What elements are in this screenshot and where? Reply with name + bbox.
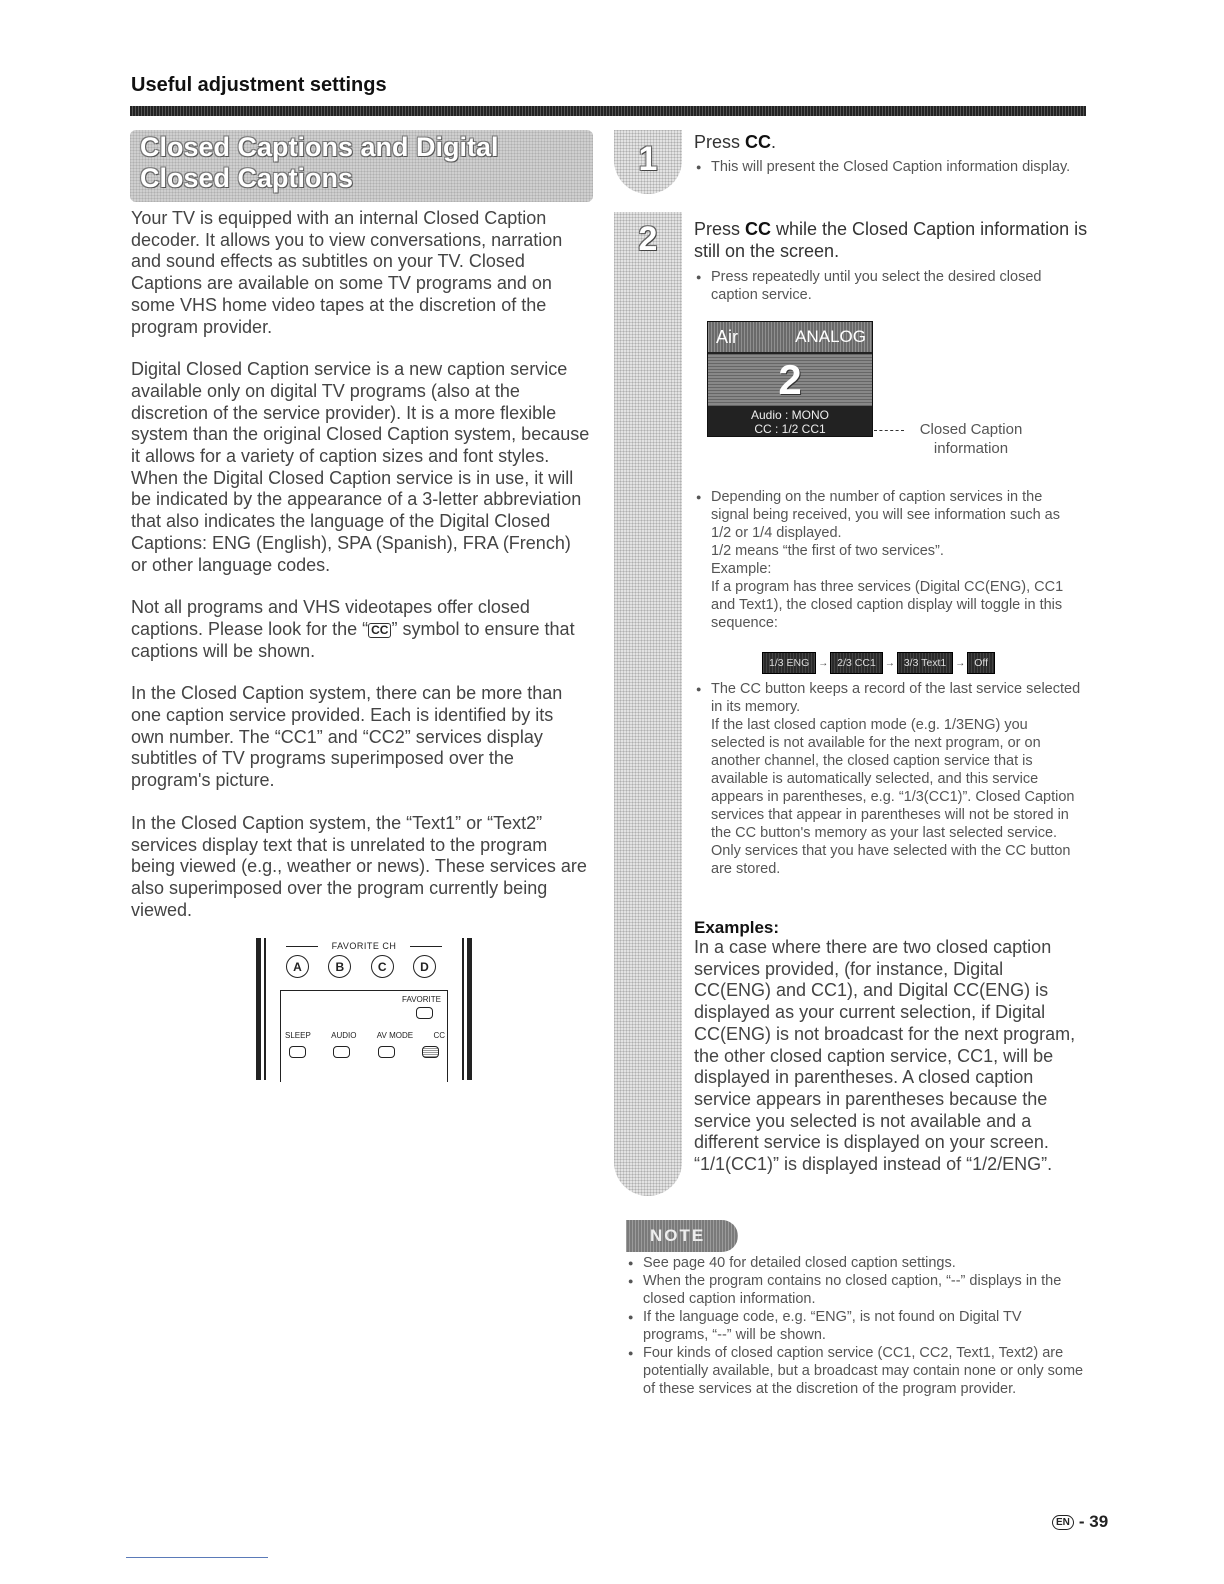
examples-heading: Examples: [694, 918, 780, 937]
page-number [1052, 1512, 1108, 1532]
avmode-label: AV MODE [376, 1031, 414, 1040]
page-number-text: - 39 [1078, 1512, 1109, 1531]
step1-key: CC [745, 132, 772, 152]
half-meaning: 1/2 means “the first of two services”. [711, 543, 944, 559]
cc-sequence [762, 652, 995, 674]
favorite-button[interactable] [416, 1007, 433, 1019]
step2-bullet: ● Press repeatedly until you select the desired closed caption service. [694, 268, 1084, 304]
note-item: ● See page 40 for detailed closed caption settings. [626, 1254, 1086, 1272]
step2-rest: while the Closed Caption information is still on the screen. [694, 219, 1088, 261]
footer-line [126, 1557, 268, 1558]
seq-item-4: Off [967, 652, 995, 674]
sleep-label: SLEEP [285, 1031, 311, 1040]
step2-bullets [694, 268, 1084, 306]
seq-item-1: 1/3 ENG [762, 652, 816, 674]
remote-button-labels [285, 1031, 445, 1040]
intro-paragraph: Your TV is equipped with an internal Closed Caption decoder. It allows you to view conversations, narration and sound effects as subtitles on your TV. Closed Captions are available on some TV programs and on some VHS home video tapes at the discretion of the program provider. [131, 208, 563, 337]
favorite-b-button[interactable]: B [328, 955, 351, 978]
page-heading: Closed Captions and Digital Closed Captions [140, 132, 499, 193]
avmode-button[interactable] [378, 1046, 395, 1058]
title-rule [130, 106, 1086, 116]
favorite-d-button[interactable]: D [413, 955, 436, 978]
tv-info [708, 408, 872, 436]
tv-air-label: Air [716, 327, 738, 347]
example-label: Example: [711, 561, 772, 577]
step2-instruction [694, 218, 1094, 262]
remote-illustration [256, 938, 472, 1080]
examples-text: In a case where there are two closed caption services provided, (for instance, Digital CC(ENG) and CC1), and Digital CC(ENG) is displayed as your current selection, if Digital CC(ENG) is not broadcast for the next program, the other closed caption service, CC1, will be displayed in parentheses. A closed caption service appears in parentheses because the service you selected is not available and a different service is displayed on your screen. “1/1(CC1)” is displayed instead of “1/2/ENG”. [694, 937, 1076, 1175]
cc-symbol-icon: CC [368, 623, 391, 638]
left-column [131, 208, 591, 942]
arrow-right-icon: → [818, 657, 829, 669]
tv-display [707, 321, 873, 437]
favorite-a-button[interactable]: A [286, 955, 309, 978]
cc-button[interactable] [422, 1046, 439, 1058]
memory-bullet [694, 680, 1084, 878]
note-item: ● If the language code, e.g. “ENG”, is not found on Digital TV programs, “--” will be shown. [626, 1308, 1086, 1344]
favorite-ch-label: FAVORITE CH [331, 941, 397, 951]
tv-channel-number: 2 [778, 356, 802, 403]
tv-caption-label: Closed Caption information [919, 421, 1023, 457]
depending-text: ● Depending on the number of caption services in the signal being received, you will see information such as 1/2 or 1/4 displayed. [711, 489, 1060, 541]
heading-banner [130, 130, 593, 202]
favorite-label: FAVORITE [402, 995, 441, 1004]
step1-end: . [771, 132, 777, 152]
para3-after: ” symbol to ensure that captions will be shown. [131, 618, 575, 661]
step1-bullet: ● This will present the Closed Caption information display. [694, 158, 1084, 176]
cc-label: CC [433, 1031, 445, 1040]
step2-key: CC [745, 219, 772, 239]
step1-instruction [694, 131, 1094, 153]
remote-panel [280, 990, 448, 1082]
section-title: Useful adjustment settings [131, 74, 387, 96]
note-badge: NOTE [626, 1220, 738, 1252]
cc-services-paragraph: In the Closed Caption system, there can be more than one caption service provided. Each is identified by its own number. The “CC1” and “CC2” services display subtitles of TV programs superimposed over the program's picture. [131, 683, 563, 791]
depending-bullets [694, 488, 1084, 634]
example-text: If a program has three services (Digital CC(ENG), CC1 and Text1), the closed caption display will toggle in this sequence: [711, 579, 1064, 631]
text-services-paragraph: In the Closed Caption system, the “Text1” or “Text2” services display text that is unrelated to the program being viewed (e.g., weather or news). These services are also superimposed over the program currently being viewed. [131, 812, 587, 920]
step1-strip [614, 130, 682, 194]
seq-item-3: 3/3 Text1 [897, 652, 953, 674]
language-badge: EN [1052, 1515, 1074, 1530]
memory-text: ● The CC button keeps a record of the last service selected in its memory. [711, 681, 1081, 715]
tv-cc-line: CC : 1/2 CC1 [754, 422, 826, 436]
para3-before: Not all programs and VHS videotapes offer closed captions. Please look for the “ [131, 597, 530, 639]
memory-bullets [694, 680, 1084, 880]
step2-number: 2 [638, 220, 658, 258]
step1-press: Press [694, 132, 746, 152]
arrow-right-icon: → [884, 657, 895, 669]
caption-leader-line [874, 430, 904, 431]
tv-analog-label: ANALOG [795, 327, 866, 346]
memory-continued: If the last closed caption mode (e.g. 1/3ENG) you selected is not available for the next program, or on another channel, the closed caption service that is available is automatically selected, and this service appears in parentheses, e.g. “1/3(CC1)”. Closed Caption services that appear in parentheses will not be stored in the CC button's memory as your last selected service. Only services that you have selected with the CC button are stored. [711, 717, 1075, 877]
audio-button[interactable] [333, 1046, 350, 1058]
note-item: ● When the program contains no closed caption, “--” displays in the closed caption information. [626, 1272, 1086, 1308]
favorite-c-button[interactable]: C [371, 955, 394, 978]
favorite-buttons [286, 955, 436, 978]
tv-audio-line: Audio : MONO [750, 408, 830, 422]
step1-number: 1 [638, 140, 658, 178]
fav-line-right [410, 946, 442, 947]
depending-bullet [694, 488, 1084, 632]
arrow-right-icon: → [955, 657, 966, 669]
sleep-button[interactable] [289, 1046, 306, 1058]
step2-strip [614, 212, 682, 1196]
digital-cc-paragraph: Digital Closed Caption service is a new caption service available only on digital TV programs (also at the discretion of the service provider). It is a more flexible system than the original Closed Caption system, because it allows for a variety of caption sizes and font styles. When the Digital Closed Caption service is in use, it will be indicated by the appearance of a 3-letter abbreviation that also indicates the language of the Digital Closed Captions: ENG (English), SPA (Spanish), FRA (French) or other language codes. [131, 359, 590, 575]
note-list [626, 1254, 1086, 1398]
note-item: ● Four kinds of closed caption service (CC1, CC2, Text1, Text2) are potentially available, but a broadcast may contain none or only some of these services at the discretion of the program provider. [626, 1344, 1086, 1398]
cc-symbol-paragraph [131, 597, 591, 662]
remote-button-row [289, 1046, 439, 1058]
step2-press: Press [694, 219, 746, 239]
audio-label: AUDIO [331, 1031, 357, 1040]
seq-item-2: 2/3 CC1 [830, 652, 883, 674]
step1-bullets [694, 158, 1084, 178]
